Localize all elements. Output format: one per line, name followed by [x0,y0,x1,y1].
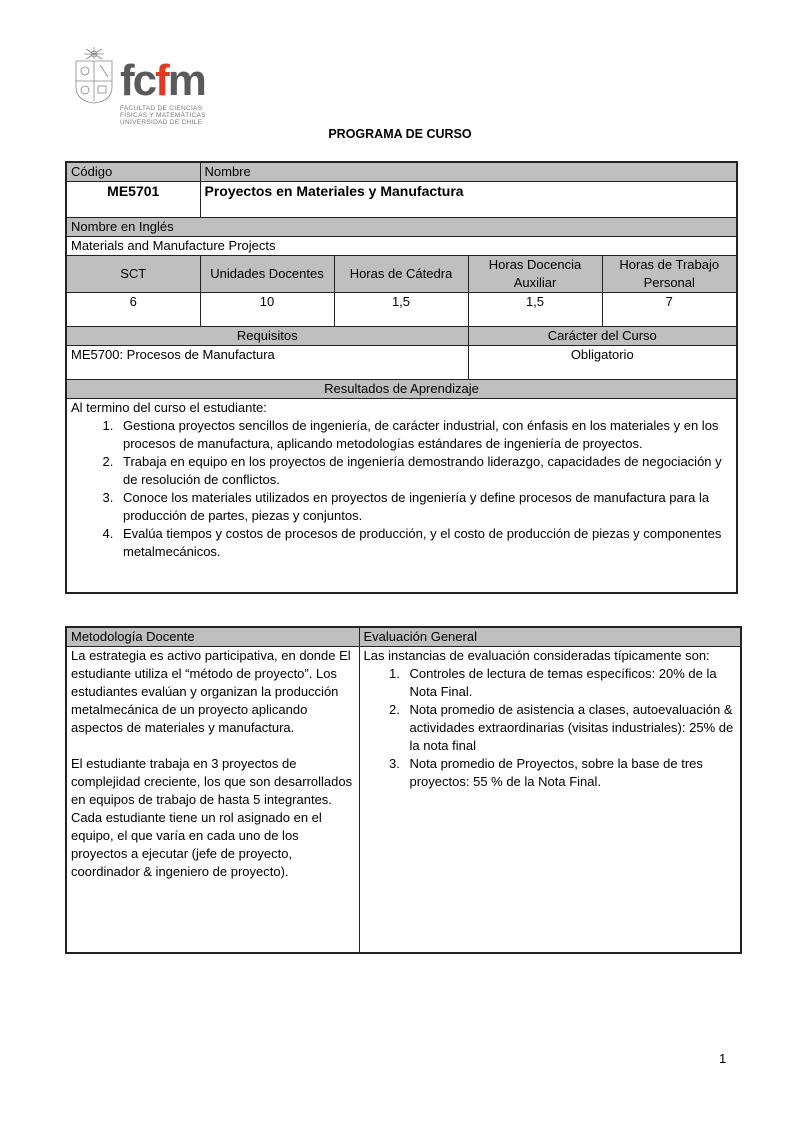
evaluation-list [364,665,737,791]
page-title: PROGRAMA DE CURSO [328,127,472,141]
logo-tagline: FACULTAD DE CIENCIAS FÍSICAS Y MATEMÁTICAS UNIVERSIDAD DE CHILE [120,105,206,126]
methodology-label: Metodología Docente [66,627,359,647]
outcome-item: 4. Evalúa tiempos y costos de procesos de producción, y el costo de producción de piezas y componentes metalmecánicos. [117,525,732,561]
hours-value-auxiliary: 1,5 [468,293,602,327]
hours-value-lecture: 1,5 [334,293,468,327]
outcome-item: 2. Trabaja en equipo en los proyectos de ingeniería demostrando liderazgo, capacidades de negociación y de resolución de conflictos. [117,453,732,489]
evaluation-intro: Las instancias de evaluación consideradas típicamente son: [363,648,710,663]
requirements-value: ME5700: Procesos de Manufactura [66,346,468,380]
hours-header-units: Unidades Docentes [200,256,334,293]
course-info-table [65,161,738,594]
outcome-item: 1. Gestiona proyectos sencillos de ingeniería, de carácter industrial, con énfasis en los materiales y en los procesos de manufactura, aplicando metodologías estándares de ingeniería de proyectos. [117,417,732,453]
hours-header-personal: Horas de Trabajo Personal [602,256,737,293]
english-name-label: Nombre en Inglés [66,218,737,237]
evaluation-content [359,647,741,953]
character-value: Obligatorio [468,346,737,380]
logo-wordmark: fcfm [120,56,205,105]
outcomes-label: Resultados de Aprendizaje [66,380,737,399]
evaluation-label: Evaluación General [359,627,741,647]
course-name: Proyectos en Materiales y Manufactura [200,182,737,218]
evaluation-item: 3. Nota promedio de Proyectos, sobre la base de tres proyectos: 55 % de la Nota Final. [404,755,737,791]
code-label: Código [66,162,200,182]
course-code: ME5701 [66,182,200,218]
hours-header-auxiliary: Horas Docencia Auxiliar [468,256,602,293]
hours-header-lecture: Horas de Cátedra [334,256,468,293]
methodology-paragraph: La estrategia es activo participativa, en donde El estudiante utiliza el “método de proyecto”. Los estudiantes evalúan y organizan la producción metalmecánica de un proyecto aplicando aspectos de materiales y manufactura. [71,648,351,735]
page-number: 1 [719,1051,727,1066]
methodology-evaluation-table [65,626,742,954]
english-name: Materials and Manufacture Projects [66,237,737,256]
evaluation-item: 2. Nota promedio de asistencia a clases, autoevaluación & actividades extraordinarias (visitas industriales): 25% de la nota final [404,701,737,755]
character-label: Carácter del Curso [468,327,737,346]
fcfm-logo [70,45,206,130]
hours-value-personal: 7 [602,293,737,327]
outcomes-content [66,399,737,593]
methodology-paragraph: El estudiante trabaja en 3 proyectos de complejidad creciente, los que son desarrollados en equipos de trabajo de hasta 5 integrantes. Cada estudiante tiene un rol asignado en el equipo, el que varía en cada uno de los proyectos a ejecutar (jefe de proyecto, coordinador & ingeniero de proyecto). [71,756,353,879]
outcomes-list [71,417,732,561]
requirements-label: Requisitos [66,327,468,346]
methodology-content [66,647,359,953]
name-label: Nombre [200,162,737,182]
university-crest-icon [72,45,116,105]
hours-value-units: 10 [200,293,334,327]
outcome-item: 3. Conoce los materiales utilizados en proyectos de ingeniería y define procesos de manufactura para la producción de partes, piezas y conjuntos. [117,489,732,525]
outcomes-intro: Al termino del curso el estudiante: [71,400,267,415]
hours-header-sct: SCT [66,256,200,293]
hours-value-sct: 6 [66,293,200,327]
evaluation-item: 1. Controles de lectura de temas específicos: 20% de la Nota Final. [404,665,737,701]
